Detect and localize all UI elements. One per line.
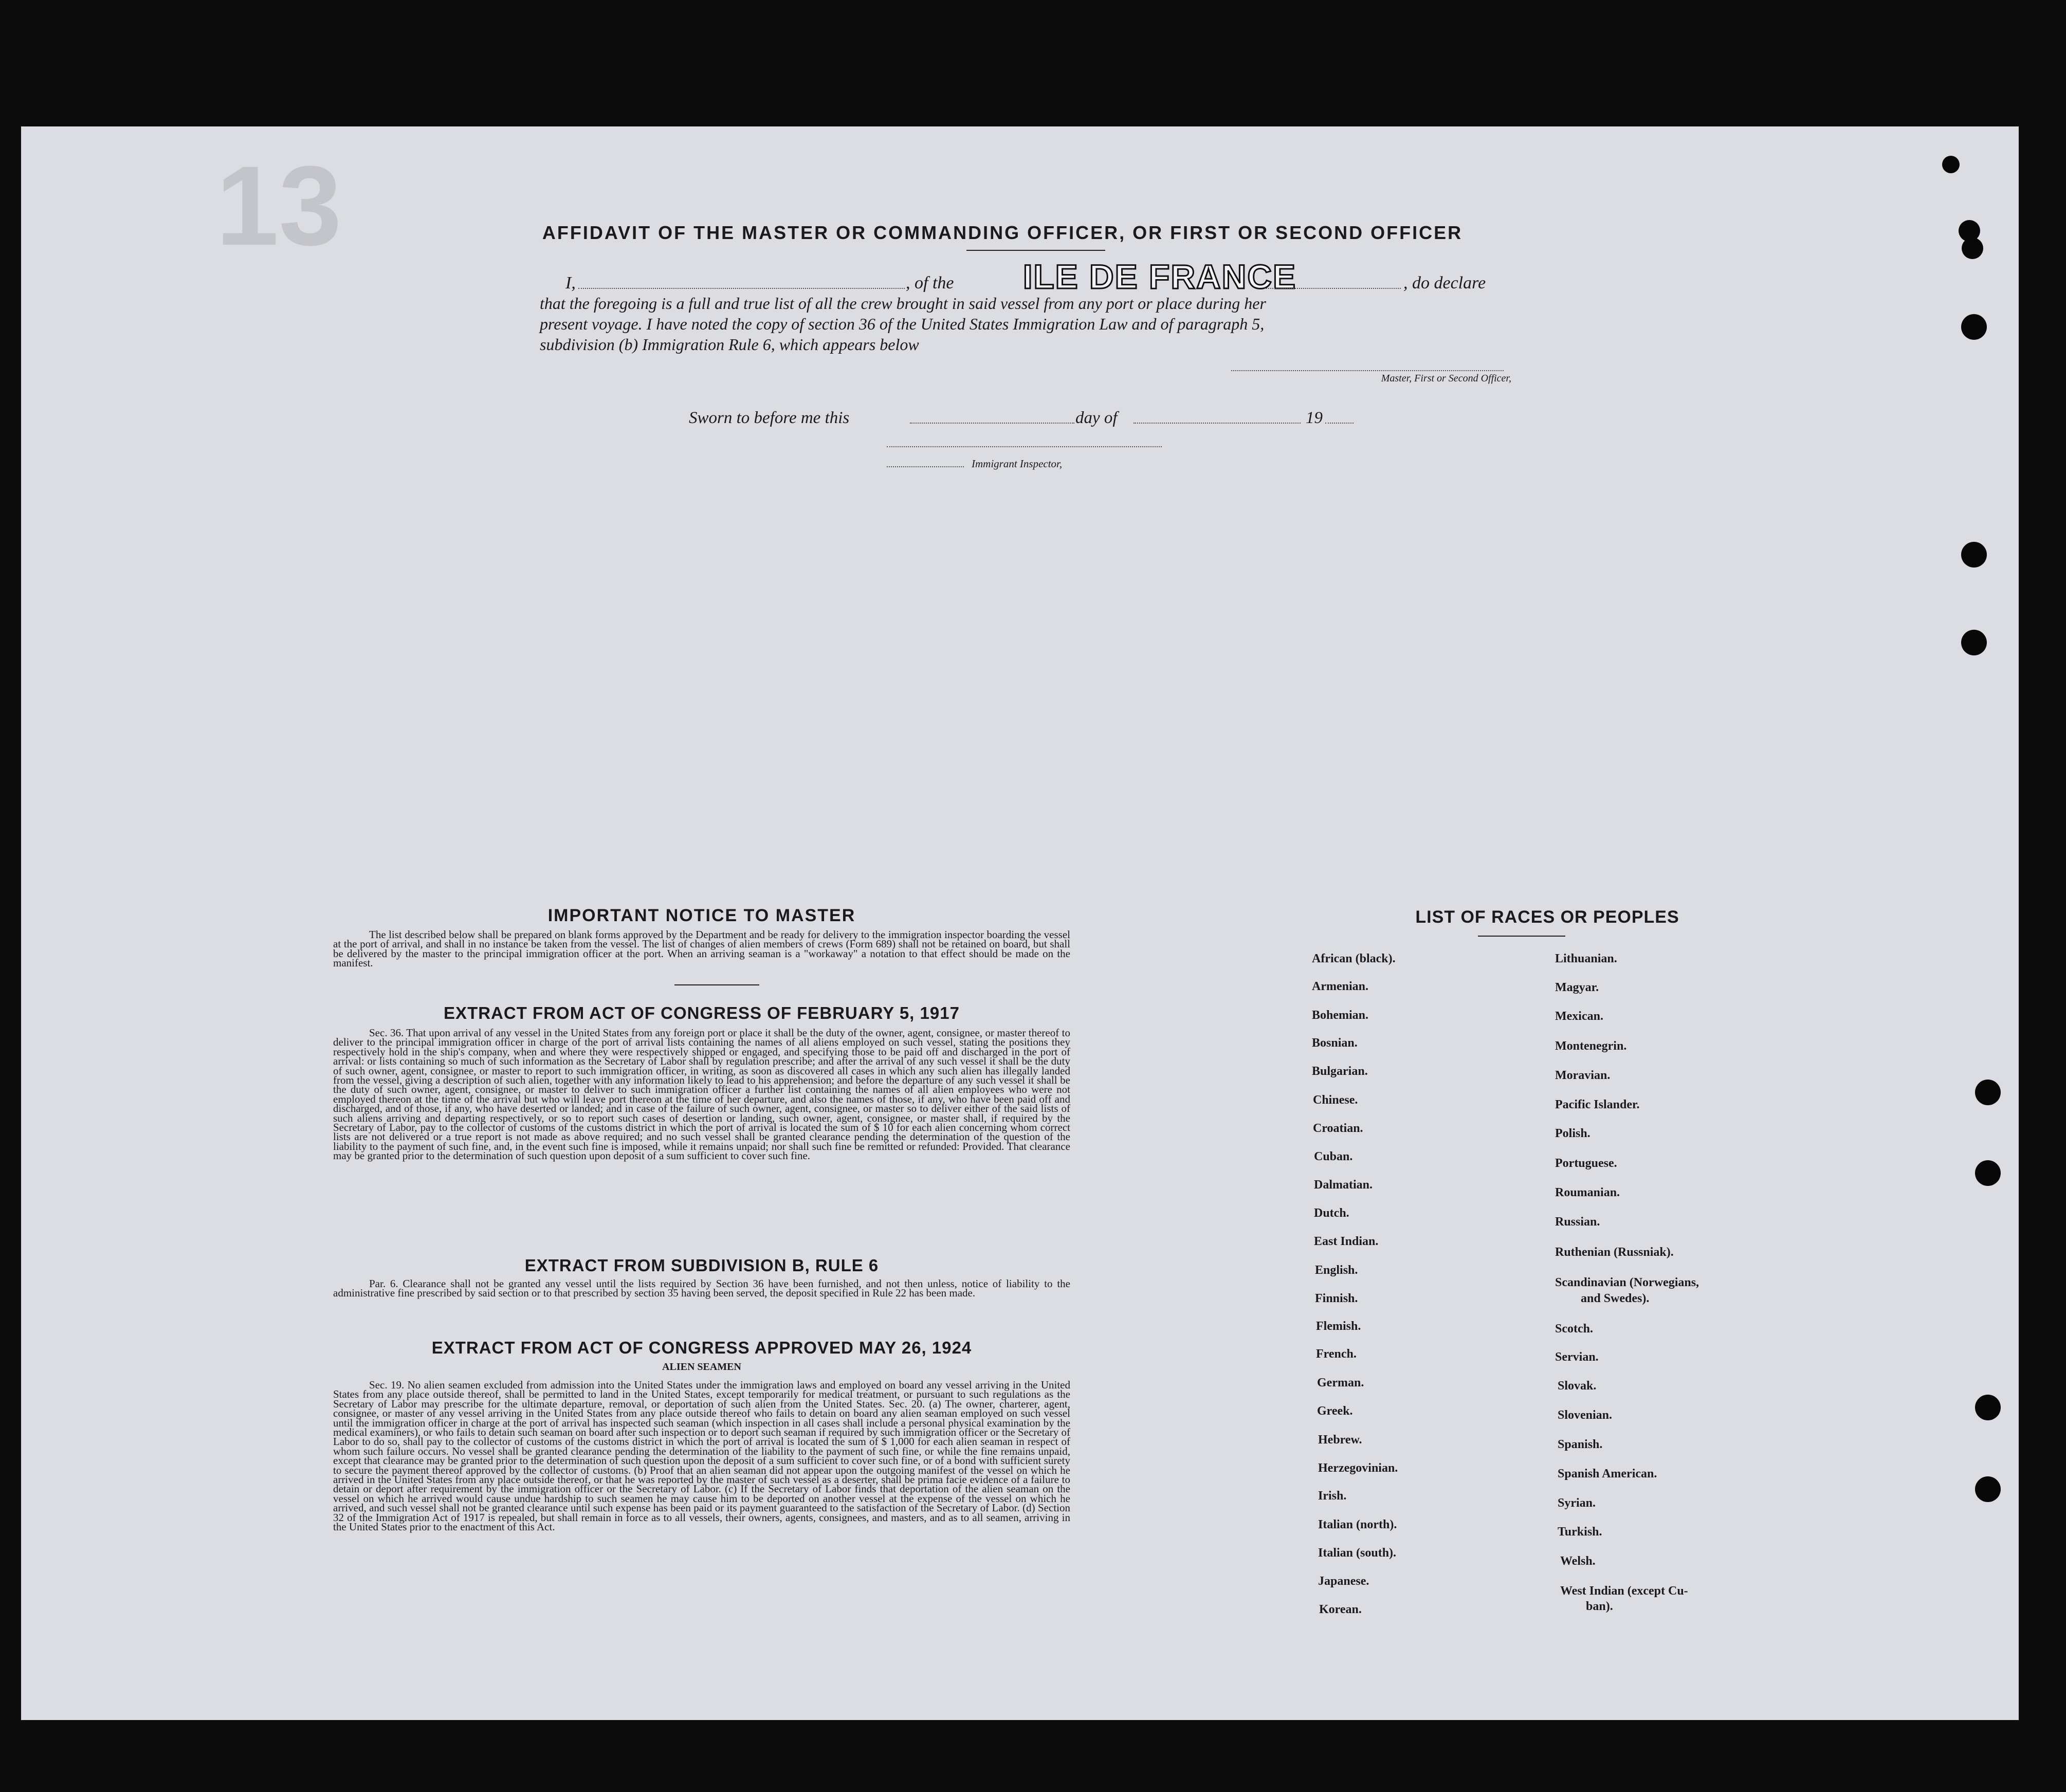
affidavit-line-1-prefix: I, [565,273,576,292]
race-item: Scandinavian (Norwegians, [1555,1276,1699,1289]
race-item: Roumanian. [1555,1186,1620,1199]
affidavit-line-1-suffix: , do declare [1403,273,1486,292]
race-item: Pacific Islander. [1555,1098,1640,1111]
binder-hole [1975,1476,2001,1502]
race-item: and Swedes). [1581,1292,1650,1305]
extract2-text: Par. 6. Clearance shall not be granted any vessel until the lists required by Section 36 have been furnished, and not then unless, notice of liability to the administrative fine prescribed by said section or to that prescribed by section 35 having been served, the deposit specified in Rule 22 has been made. [333,1277,1070,1300]
race-item: Japanese. [1318,1575,1369,1588]
race-item: Slovenian. [1558,1409,1613,1422]
binder-hole [1975,1160,2001,1186]
sworn-year-prefix: 19 [1306,409,1323,427]
race-item: Syrian. [1558,1496,1596,1510]
extract3-title: EXTRACT FROM ACT OF CONGRESS APPROVED MAY 26, 1924 [431,1338,972,1357]
race-item: Chinese. [1313,1093,1358,1107]
race-item: Moravian. [1555,1069,1611,1082]
race-item: Korean. [1319,1603,1362,1616]
race-item: Polish. [1555,1127,1590,1140]
extract2-title: EXTRACT FROM SUBDIVISION B, RULE 6 [524,1256,879,1275]
affidavit-line-4: subdivision (b) Immigration Rule 6, which appears below [540,335,919,354]
race-item: Welsh. [1560,1555,1596,1568]
notice-title: IMPORTANT NOTICE TO MASTER [547,906,856,925]
race-item: Bosnian. [1312,1036,1358,1050]
binder-hole [1942,156,1960,173]
sworn-month-field[interactable] [1133,423,1301,424]
race-item: Hebrew. [1318,1433,1362,1447]
race-item: Irish. [1318,1489,1347,1503]
race-item: Slovak. [1558,1379,1597,1393]
race-item: Herzegovinian. [1318,1461,1398,1475]
race-item: African (black). [1312,952,1396,965]
binder-hole [1961,314,1987,340]
races-title: LIST OF RACES OR PEOPLES [1415,907,1679,927]
race-item: Magyar. [1555,981,1599,994]
race-item: Scotch. [1555,1322,1593,1336]
extract1-text: Sec. 36. That upon arrival of any vessel in the United States from any foreign port or place it shall be the duty of the owner, agent, consignee, or master thereof to deliver to the principal immigration officer in charge of the port of arrival lists containing the names of all aliens employed on such vessel, stating the positions they respectively hold in the ship's company, when and where they were respectively shipped or engaged, and specifying those to be paid off and discharged in the port of arrival: or lists containing so much of such information as the Secretary of Labor shall by regulation prescribe; and after the arrival of any such vessel it shall be the duty of such owner, agent, consignee, or master to report to such immigration officer, in writing, as soon as discovered all cases in which any such alien has illegally landed from the vessel, giving a description of such alien, together with any information likely to lead to his apprehension; and before the departure of any such vessel it shall be the duty of such owner, agent, consignee, or master to deliver to such immigration officer a further list containing the names of all alien employees who were not employed thereon at the time of the arrival but who will leave port thereon at the time of her departure, and also the names of those, if any, who have been paid off and discharged, and of those, if any, who have deserted or landed; and in case of the failure of such owner, agent, consignee, or master so to deliver either of the said lists of such aliens arriving and departing respectively, or so to report such cases of desertion or landing, such owner, agent, consignee, or master shall, if required by the Secretary of Labor, pay to the collector of customs of the customs district in which the port of arrival is located the sum of $ 10 for each alien concerning whom correct lists are not delivered or a true report is not made as above required; and no such vessel shall be granted clearance pending the determination of the question of the liability to the payment of such fine, and, in the event such fine is imposed, while it remains unpaid; nor shall such fine be remitted or refunded: Provided. That clearance may be granted prior to the determination of such question upon deposit of a sum sufficient to cover such fine. [333,1027,1070,1162]
extract3-text: Sec. 19. No alien seamen excluded from admission into the United States under the immigration laws and employed on board any vessel arriving in the United States from any place outside thereof, shall be permitted to land in the United States, except temporarily for medical treatment, or pursuant to such regulations as the Secretary of Labor may prescribe for the ultimate departure, removal, or deportation of such alien from the United States. Sec. 20. (a) The owner, charterer, agent, consignee, or master of any vessel arriving in the United States from any place outside thereof who fails to detain on board any alien seaman employed on such vessel until the immigration officer in charge at the port of arrival has inspected such seaman (which inspection in all cases shall include a personal physical examination by the medical examiners), or who fails to detain such seaman on board after such inspection or to deport such seaman if required by such immigration officer or the Secretary of Labor to do so, shall pay to the collector of customs of the customs district in which the port of arrival is located the sum of $ 1,000 for each alien seaman in respect of whom such failure occurs. No vessel shall be granted clearance pending the determination of the liability to the payment of such fine, or while the fine remains unpaid, except that clearance may be granted prior to the determination of such question upon the deposit of a sum sufficient to cover such fine, or of a bond with sufficient surety to secure the payment thereof approved by the collector of customs. (b) Proof that an alien seaman did not appear upon the outgoing manifest of the vessel on which he arrived in the United States from any place outside thereof, or that he was reported by the master of such vessel as a deserter, shall be prima facie evidence of a failure to detain or deport after requirement by the immigration officer or the Secretary of Labor. (c) If the Secretary of Labor finds that deportation of the alien seaman on the vessel on which he arrived would cause undue hardship to such seamen he may cause him to be deported on another vessel at the expense of the vessel on which he arrived, and such vessel shall not be granted clearance until such expense has been paid or its payment guaranteed to the satisfaction of the Secretary of Labor. (d) Section 32 of the Immigration Act of 1917 is repealed, but shall remain in force as to all vessels, their owners, agents, consignees, and masters, and as to all seamen, arriving in the United States prior to the enactment of this Act. [333,1379,1070,1533]
extract3-subtitle: ALIEN SEAMEN [662,1361,741,1373]
race-item: Servian. [1555,1350,1599,1364]
sworn-day-field[interactable] [910,423,1074,424]
race-item: Cuban. [1314,1150,1353,1163]
affidavit-line-3: present voyage. I have noted the copy of section 36 of the United States Immigration Law and of paragraph 5, [540,315,1265,333]
race-item: Dutch. [1314,1206,1349,1220]
sworn-prefix: Sworn to before me this [689,409,850,427]
title-underline [966,250,1105,251]
binder-hole [1962,237,1983,259]
inspector-label: Immigrant Inspector, [972,458,1063,470]
race-item: West Indian (except Cu- [1560,1584,1688,1598]
race-item: English. [1315,1264,1358,1277]
inspector-signature-field[interactable] [887,446,1162,447]
sworn-year-field[interactable] [1325,423,1354,424]
race-item: Bohemian. [1312,1009,1369,1022]
race-item: Portuguese. [1555,1157,1617,1170]
race-item: Spanish. [1558,1438,1603,1451]
race-item: Armenian. [1312,980,1368,993]
race-item: Ruthenian (Russniak). [1555,1246,1674,1259]
race-item: Flemish. [1316,1320,1361,1333]
binder-hole [1975,1080,2001,1105]
binder-hole [1961,542,1987,568]
race-item: German. [1317,1376,1364,1389]
race-item: Bulgarian. [1312,1065,1368,1078]
officer-name-field[interactable] [578,288,905,289]
races-title-underline [1478,936,1565,937]
race-item: French. [1316,1347,1357,1361]
race-item: Turkish. [1558,1525,1602,1539]
extract1-title: EXTRACT FROM ACT OF CONGRESS OF FEBRUARY 5, 1917 [444,1003,960,1022]
ghost-page-number: 13 [216,142,342,269]
race-item: Greek. [1317,1404,1353,1418]
affidavit-line-1-mid: , of the [906,273,954,292]
race-item: Russian. [1555,1215,1600,1229]
race-item: Croatian. [1313,1122,1363,1135]
affidavit-title: AFFIDAVIT OF THE MASTER OR COMMANDING OFFICER, OR FIRST OR SECOND OFFICER [542,222,1463,243]
race-item: Finnish. [1315,1292,1358,1305]
notice-divider [674,984,759,985]
sworn-day-of: day of [1075,409,1118,427]
race-item: Lithuanian. [1555,952,1617,965]
notice-text: The list described below shall be prepared on blank forms approved by the Department and be ready for delivery to the immigration inspector boarding the vessel at the port of arrival, and shall in no instance be taken from the vessel. The list of changes of alien members of crews (Form 689) shall not be retained on board, but shall be delivered by the master to the principal immigration officer at the port. When an arriving seaman is a "workaway" a notation to that effect should be made on the manifest. [333,928,1070,970]
race-item: Spanish American. [1558,1467,1657,1480]
race-item: East Indian. [1314,1235,1379,1248]
vessel-name-field[interactable] [1265,288,1401,289]
race-item: Italian (south). [1318,1546,1397,1560]
binder-hole [1975,1395,2001,1420]
race-item: Dalmatian. [1314,1178,1373,1192]
race-item: Montenegrin. [1555,1039,1627,1053]
race-item: Mexican. [1555,1010,1603,1023]
vessel-name-stamp: ILE DE FRANCE [1023,258,1297,296]
inspector-signature-field-2[interactable] [887,466,964,467]
race-item: Italian (north). [1318,1518,1397,1531]
race-item: ban). [1586,1600,1613,1613]
binder-hole [1961,630,1987,655]
officer-signature-label: Master, First or Second Officer, [1381,373,1511,384]
affidavit-line-2: that the foregoing is a full and true list of all the crew brought in said vessel from any port or place during her [540,294,1266,313]
officer-signature-field[interactable] [1231,370,1504,371]
